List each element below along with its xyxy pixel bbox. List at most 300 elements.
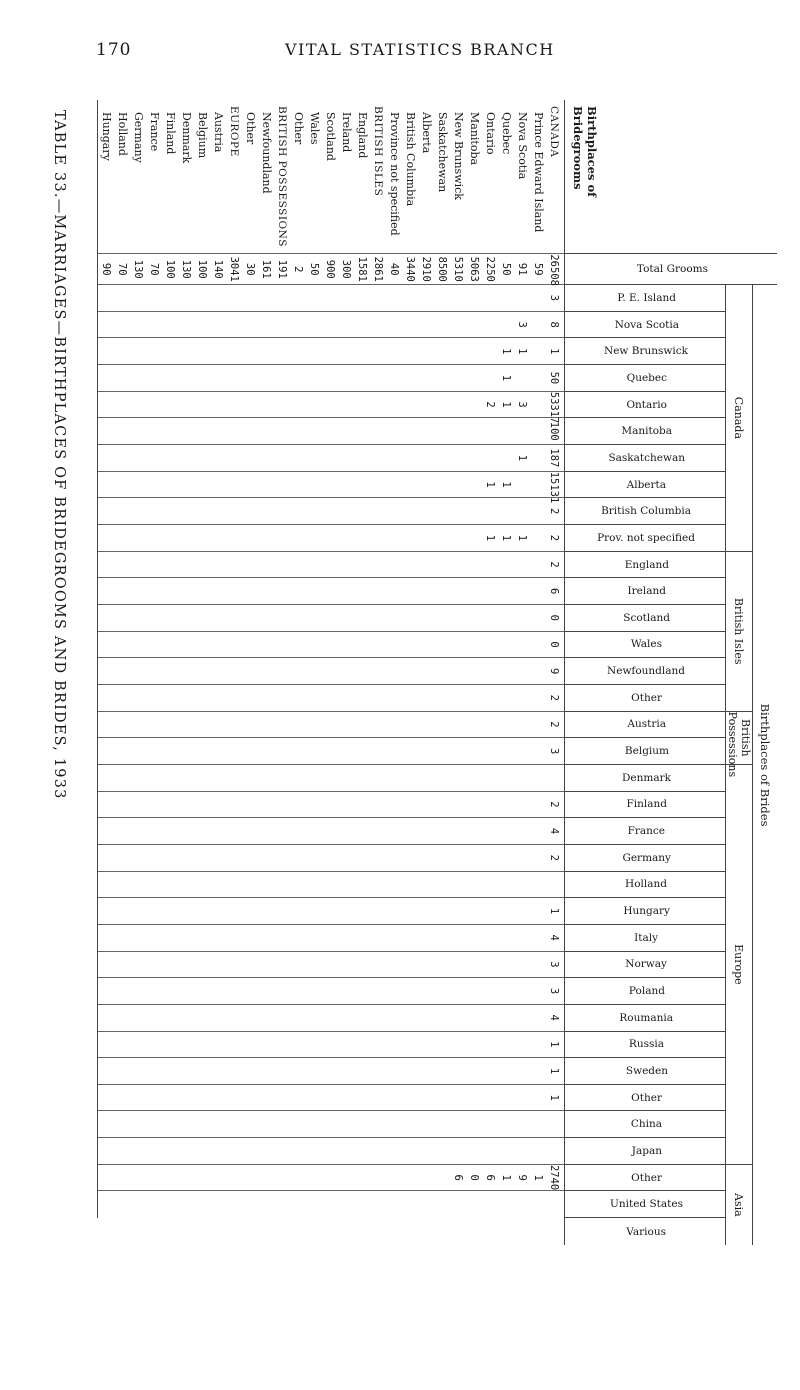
- table-cell: [130, 285, 146, 312]
- table-row: [194, 100, 210, 1245]
- table-cell: [306, 1164, 322, 1191]
- table-cell: [274, 711, 290, 738]
- table-cell: [546, 1111, 565, 1138]
- table-cell: 1: [498, 391, 514, 418]
- table-cell: [450, 1058, 466, 1085]
- table-cell: 100: [162, 254, 178, 285]
- table-cell: [402, 605, 418, 632]
- table-cell: [258, 871, 274, 898]
- table-cell: [418, 365, 434, 392]
- table-cell: [98, 338, 115, 365]
- table-cell: [498, 311, 514, 338]
- table-cell: [242, 285, 258, 312]
- table-cell: [514, 1031, 530, 1058]
- table-cell: [370, 924, 386, 951]
- column-header: England: [565, 551, 726, 578]
- table-cell: [114, 445, 130, 472]
- table-cell: [482, 898, 498, 925]
- table-cell: [386, 818, 402, 845]
- table-cell: [370, 471, 386, 498]
- table-cell: [290, 418, 306, 445]
- table-cell: [290, 658, 306, 685]
- table-cell: [370, 764, 386, 791]
- table-cell: [466, 418, 482, 445]
- table-cell: [290, 1058, 306, 1085]
- table-cell: [434, 1191, 450, 1218]
- table-cell: [338, 631, 354, 658]
- table-cell: [258, 578, 274, 605]
- table-cell: 0: [466, 1164, 482, 1191]
- table-cell: 1: [482, 471, 498, 498]
- table-cell: [146, 871, 162, 898]
- row-label: Province not specified: [388, 112, 401, 236]
- table-cell: [402, 1138, 418, 1165]
- table-cell: [530, 418, 546, 445]
- table-cell: 100: [546, 418, 565, 445]
- table-cell: [338, 551, 354, 578]
- table-cell: [482, 978, 498, 1005]
- table-cell: [226, 764, 242, 791]
- table-cell: [418, 711, 434, 738]
- column-header: Austria: [565, 711, 726, 738]
- table-cell: [466, 578, 482, 605]
- table-cell: [162, 311, 178, 338]
- table-cell: [338, 898, 354, 925]
- table-header: [565, 100, 778, 1245]
- table-cell: [226, 365, 242, 392]
- table-cell: [194, 1111, 210, 1138]
- table-cell: [498, 658, 514, 685]
- table-cell: 900: [322, 254, 338, 285]
- table-cell: [242, 605, 258, 632]
- table-row: [274, 100, 290, 1245]
- table-cell: [242, 631, 258, 658]
- table-cell: [386, 525, 402, 552]
- table-cell: [482, 498, 498, 525]
- table-cell: [386, 418, 402, 445]
- table-cell: [322, 338, 338, 365]
- table-cell: [370, 1191, 386, 1218]
- table-cell: [338, 818, 354, 845]
- table-cell: [386, 471, 402, 498]
- table-cell: [210, 738, 226, 765]
- table-cell: [130, 605, 146, 632]
- table-cell: [370, 578, 386, 605]
- column-header: Alberta: [565, 471, 726, 498]
- table-cell: [402, 684, 418, 711]
- table-cell: [194, 578, 210, 605]
- row-label: Hungary: [98, 100, 115, 254]
- table-cell: 1: [482, 525, 498, 552]
- table-cell: [498, 898, 514, 925]
- table-cell: [306, 818, 322, 845]
- table-cell: [450, 471, 466, 498]
- table-cell: 6: [450, 1164, 466, 1191]
- table-cell: [226, 338, 242, 365]
- table-cell: [290, 605, 306, 632]
- table-cell: [194, 285, 210, 312]
- table-cell: [258, 418, 274, 445]
- table-cell: [242, 311, 258, 338]
- table-cell: 8: [546, 311, 565, 338]
- table-cell: [130, 844, 146, 871]
- table-cell: 15131: [546, 471, 565, 498]
- table-cell: [370, 551, 386, 578]
- table-cell: [162, 898, 178, 925]
- table-cell: [418, 951, 434, 978]
- table-cell: [322, 631, 338, 658]
- table-row: [226, 100, 242, 1245]
- table-cell: [482, 684, 498, 711]
- table-cell: [482, 1004, 498, 1031]
- table-cell: [290, 978, 306, 1005]
- table-cell: [130, 684, 146, 711]
- table-cell: [290, 525, 306, 552]
- table-cell: [466, 871, 482, 898]
- table-cell: 2: [482, 391, 498, 418]
- table-cell: [258, 764, 274, 791]
- table-cell: [322, 311, 338, 338]
- table-cell: [434, 285, 450, 312]
- table-cell: [194, 871, 210, 898]
- table-cell: [194, 818, 210, 845]
- table-cell: [114, 418, 130, 445]
- table-cell: [418, 818, 434, 845]
- table-cell: [386, 1164, 402, 1191]
- table-cell: [466, 764, 482, 791]
- table-cell: [450, 311, 466, 338]
- table-cell: [162, 658, 178, 685]
- table-cell: [162, 951, 178, 978]
- table-cell: [530, 311, 546, 338]
- table-cell: [274, 578, 290, 605]
- table-cell: [322, 871, 338, 898]
- table-cell: 5310: [450, 254, 466, 285]
- table-cell: [178, 605, 194, 632]
- statistics-table-wrapper: [77, 100, 777, 1245]
- table-cell: [338, 844, 354, 871]
- table-cell: [210, 1111, 226, 1138]
- table-cell: [194, 898, 210, 925]
- table-cell: [162, 1191, 178, 1218]
- table-cell: [322, 1031, 338, 1058]
- table-cell: [194, 551, 210, 578]
- table-cell: [418, 338, 434, 365]
- table-cell: [450, 978, 466, 1005]
- table-cell: [210, 924, 226, 951]
- table-cell: [354, 871, 370, 898]
- table-cell: [498, 1191, 514, 1218]
- table-cell: [226, 551, 242, 578]
- table-cell: [482, 631, 498, 658]
- table-cell: [450, 658, 466, 685]
- table-cell: [482, 924, 498, 951]
- table-cell: [258, 1164, 274, 1191]
- table-cell: [242, 924, 258, 951]
- table-cell: [258, 844, 274, 871]
- table-cell: [434, 898, 450, 925]
- table-cell: [514, 684, 530, 711]
- table-cell: [306, 498, 322, 525]
- table-cell: [226, 898, 242, 925]
- table-cell: [210, 311, 226, 338]
- table-cell: [450, 738, 466, 765]
- table-cell: [434, 764, 450, 791]
- table-cell: [402, 658, 418, 685]
- table-cell: [322, 738, 338, 765]
- table-cell: 6: [546, 578, 565, 605]
- table-cell: [402, 285, 418, 312]
- table-cell: [242, 818, 258, 845]
- table-cell: [130, 365, 146, 392]
- table-cell: [194, 711, 210, 738]
- table-row: [402, 100, 418, 1245]
- table-cell: [290, 764, 306, 791]
- table-cell: [434, 391, 450, 418]
- table-cell: [258, 1084, 274, 1111]
- table-cell: [530, 791, 546, 818]
- table-cell: [450, 498, 466, 525]
- table-cell: [98, 471, 115, 498]
- table-cell: [514, 898, 530, 925]
- row-label: BRITISH POSSESSIONS: [276, 106, 288, 247]
- table-cell: [386, 1004, 402, 1031]
- rotated-table-region: [25, 90, 785, 1250]
- table-cell: [290, 365, 306, 392]
- table-cell: [258, 1004, 274, 1031]
- table-cell: [530, 738, 546, 765]
- table-cell: [194, 391, 210, 418]
- table-cell: [386, 1191, 402, 1218]
- table-cell: [114, 764, 130, 791]
- table-cell: [274, 391, 290, 418]
- table-cell: [434, 551, 450, 578]
- table-cell: [242, 711, 258, 738]
- table-cell: [194, 365, 210, 392]
- table-cell: [258, 951, 274, 978]
- table-cell: [98, 498, 115, 525]
- table-cell: [450, 1031, 466, 1058]
- row-label: Holland: [116, 112, 129, 156]
- table-row: [146, 100, 162, 1245]
- table-cell: [482, 764, 498, 791]
- table-cell: [370, 658, 386, 685]
- table-cell: [434, 1058, 450, 1085]
- table-cell: [386, 764, 402, 791]
- table-cell: [194, 844, 210, 871]
- table-cell: [290, 1084, 306, 1111]
- table-cell: [450, 1004, 466, 1031]
- table-cell: [530, 924, 546, 951]
- table-cell: [306, 578, 322, 605]
- table-cell: [354, 978, 370, 1005]
- table-cell: 3: [514, 391, 530, 418]
- table-cell: [146, 844, 162, 871]
- table-cell: [386, 791, 402, 818]
- table-cell: [434, 631, 450, 658]
- table-cell: 3: [546, 951, 565, 978]
- table-cell: [354, 1058, 370, 1085]
- table-cell: [274, 658, 290, 685]
- table-cell: [498, 551, 514, 578]
- table-cell: [466, 605, 482, 632]
- table-cell: [98, 898, 115, 925]
- row-label: Nova Scotia: [516, 112, 529, 180]
- table-cell: [354, 391, 370, 418]
- table-row: [418, 100, 434, 1245]
- table-cell: [482, 658, 498, 685]
- table-cell: [114, 285, 130, 312]
- table-cell: [418, 1004, 434, 1031]
- table-cell: [178, 418, 194, 445]
- table-cell: [482, 1191, 498, 1218]
- table-cell: [242, 1031, 258, 1058]
- table-cell: [178, 951, 194, 978]
- table-cell: [274, 1164, 290, 1191]
- table-cell: [114, 525, 130, 552]
- row-label: Newfoundland: [260, 112, 273, 194]
- table-cell: [290, 338, 306, 365]
- table-cell: [130, 738, 146, 765]
- table-cell: [274, 338, 290, 365]
- table-cell: 1: [514, 525, 530, 552]
- table-cell: [498, 1084, 514, 1111]
- table-cell: [466, 711, 482, 738]
- table-cell: 3: [546, 978, 565, 1005]
- table-cell: [450, 818, 466, 845]
- table-cell: [354, 365, 370, 392]
- table-cell: [466, 311, 482, 338]
- table-cell: [146, 605, 162, 632]
- row-label: Other: [292, 112, 305, 145]
- table-cell: [322, 684, 338, 711]
- table-cell: [338, 924, 354, 951]
- row-label: Alberta: [420, 112, 433, 154]
- table-cell: [210, 285, 226, 312]
- table-cell: [450, 684, 466, 711]
- table-cell: [194, 951, 210, 978]
- table-cell: [434, 445, 450, 472]
- table-cell: [418, 445, 434, 472]
- table-title: TABLE 33.—MARRIAGES—BIRTHPLACES OF BRIDEGROOMS AND BRIDES, 1933: [51, 110, 67, 800]
- table-cell: 2: [546, 711, 565, 738]
- table-cell: [130, 791, 146, 818]
- table-cell: [226, 924, 242, 951]
- table-cell: [178, 1164, 194, 1191]
- table-cell: [242, 898, 258, 925]
- table-cell: [434, 658, 450, 685]
- table-cell: [370, 951, 386, 978]
- table-cell: 5063: [466, 254, 482, 285]
- table-cell: [290, 711, 306, 738]
- table-cell: [226, 1164, 242, 1191]
- table-cell: [210, 818, 226, 845]
- table-cell: [178, 1004, 194, 1031]
- table-cell: [98, 711, 115, 738]
- table-cell: [482, 818, 498, 845]
- table-cell: [194, 418, 210, 445]
- table-cell: [322, 418, 338, 445]
- table-cell: [226, 391, 242, 418]
- table-cell: [98, 1164, 115, 1191]
- table-cell: [450, 764, 466, 791]
- table-cell: [434, 605, 450, 632]
- table-cell: [178, 1058, 194, 1085]
- table-cell: [466, 658, 482, 685]
- table-cell: [242, 1058, 258, 1085]
- table-cell: 140: [210, 254, 226, 285]
- table-cell: [514, 711, 530, 738]
- table-cell: [146, 1084, 162, 1111]
- table-cell: [530, 818, 546, 845]
- table-cell: [386, 1084, 402, 1111]
- table-cell: [370, 285, 386, 312]
- table-cell: [114, 1031, 130, 1058]
- table-cell: 2: [546, 791, 565, 818]
- table-cell: [386, 1111, 402, 1138]
- table-cell: [146, 684, 162, 711]
- table-cell: [210, 871, 226, 898]
- column-header: Belgium: [565, 738, 726, 765]
- table-cell: [178, 338, 194, 365]
- table-cell: 130: [178, 254, 194, 285]
- table-cell: [114, 684, 130, 711]
- table-cell: [322, 764, 338, 791]
- table-cell: [210, 1004, 226, 1031]
- table-cell: [498, 684, 514, 711]
- table-cell: [546, 871, 565, 898]
- table-cell: [498, 711, 514, 738]
- table-cell: [258, 738, 274, 765]
- table-cell: [114, 1084, 130, 1111]
- table-cell: [498, 764, 514, 791]
- table-cell: [98, 578, 115, 605]
- table-cell: 70: [146, 254, 162, 285]
- table-cell: 4: [546, 924, 565, 951]
- table-cell: [178, 391, 194, 418]
- table-cell: [402, 1084, 418, 1111]
- table-cell: [114, 711, 130, 738]
- table-cell: [130, 711, 146, 738]
- table-cell: [354, 311, 370, 338]
- table-cell: [450, 285, 466, 312]
- table-cell: [242, 951, 258, 978]
- table-cell: [290, 684, 306, 711]
- table-cell: [274, 924, 290, 951]
- table-cell: [386, 684, 402, 711]
- table-cell: [370, 898, 386, 925]
- table-cell: [434, 1164, 450, 1191]
- table-cell: [514, 924, 530, 951]
- table-cell: [306, 711, 322, 738]
- table-cell: [386, 498, 402, 525]
- table-cell: [418, 525, 434, 552]
- table-cell: [402, 1191, 418, 1218]
- table-cell: [466, 445, 482, 472]
- table-cell: [226, 525, 242, 552]
- table-cell: [338, 871, 354, 898]
- table-cell: [226, 1111, 242, 1138]
- table-cell: [530, 285, 546, 312]
- table-cell: [258, 711, 274, 738]
- table-cell: [386, 898, 402, 925]
- table-cell: [338, 391, 354, 418]
- table-cell: [290, 871, 306, 898]
- table-cell: [386, 445, 402, 472]
- table-cell: [114, 578, 130, 605]
- table-cell: [354, 1191, 370, 1218]
- table-cell: [178, 684, 194, 711]
